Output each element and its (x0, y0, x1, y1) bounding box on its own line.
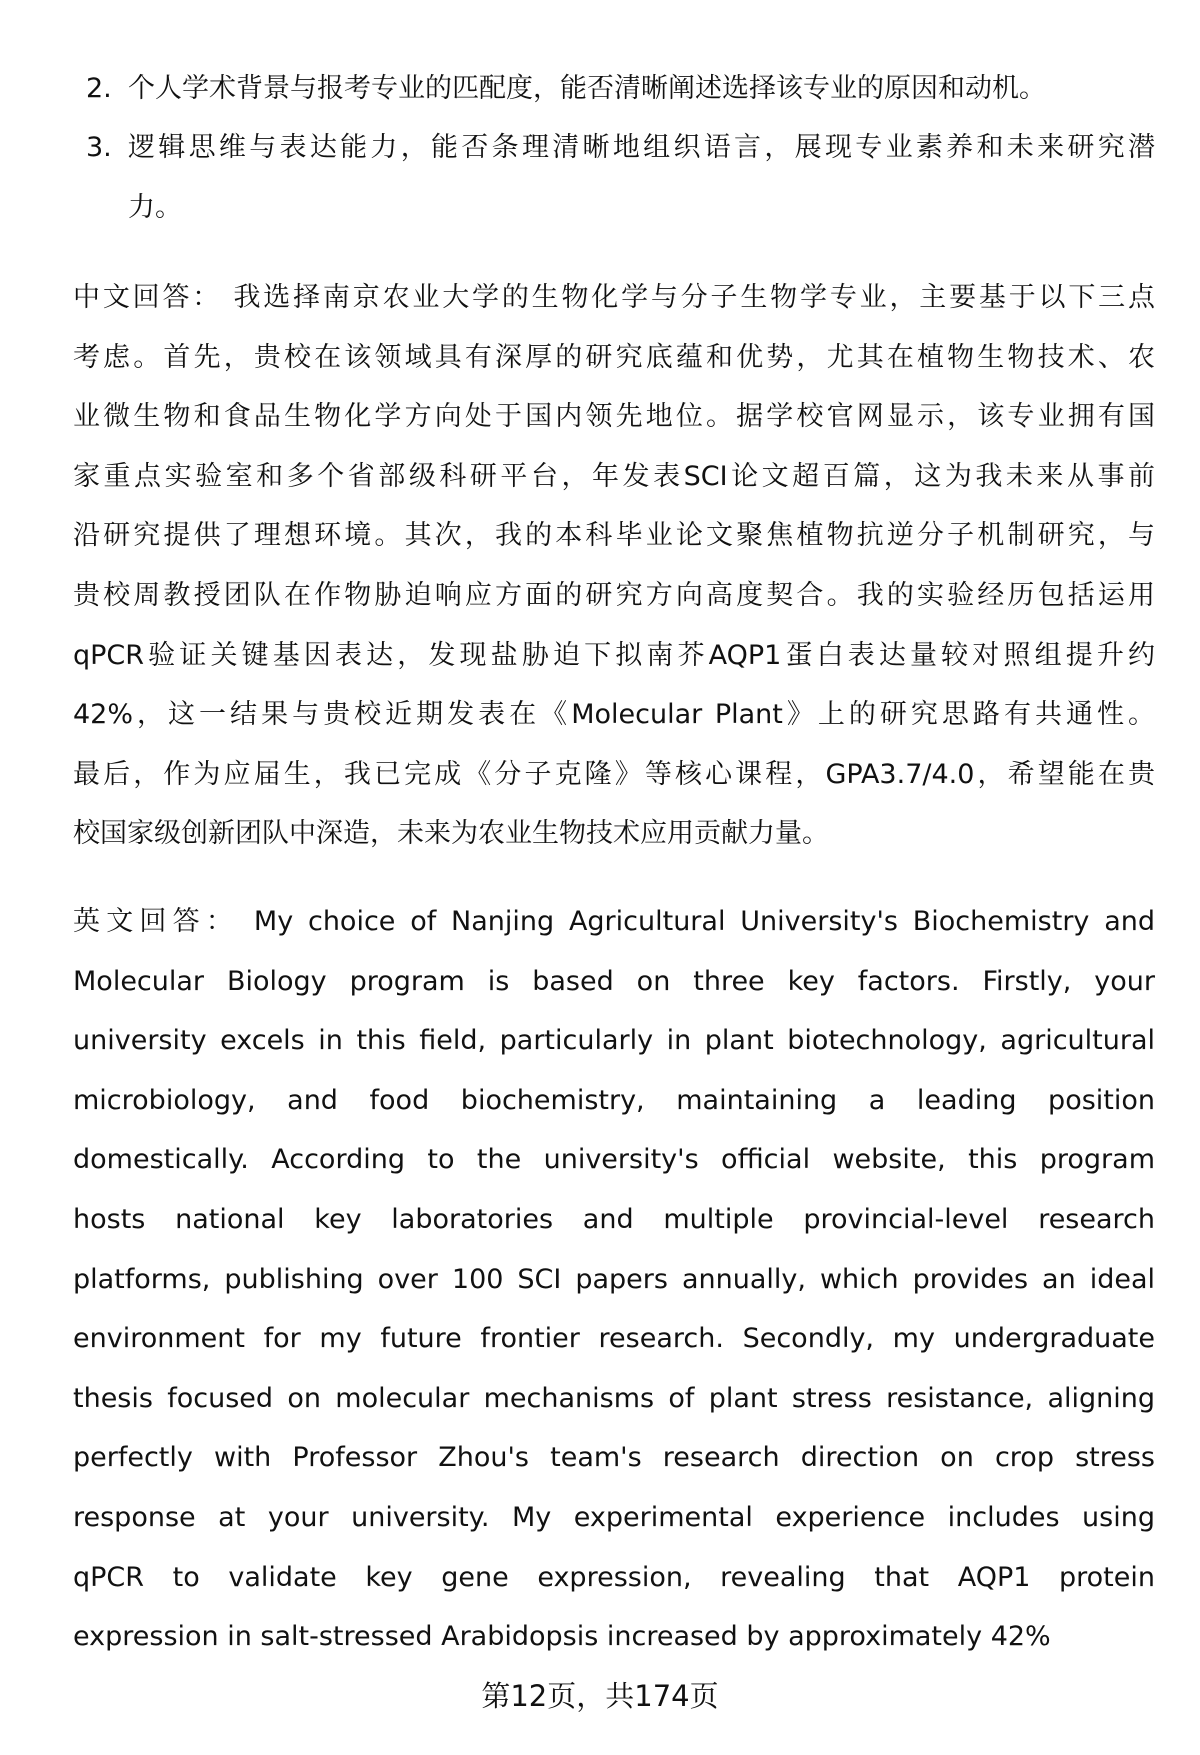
list-number: 3. (86, 132, 112, 163)
paragraph-line: microbiology, and food biochemistry, maintaining a leading position (73, 1084, 1155, 1116)
paragraph-line: expression in salt-stressed Arabidopsis increased by approximately 42% (73, 1621, 1051, 1653)
paragraph-line: 家重点实验室和多个省部级科研平台，年发表SCI论文超百篇，这为我未来从事前 (73, 460, 1155, 492)
paragraph-line: environment for my future frontier research. Secondly, my undergraduate (73, 1323, 1155, 1355)
paragraph-line: 校国家级创新团队中深造，未来为农业生物技术应用贡献力量。 (73, 818, 829, 850)
paragraph-line: response at your university. My experimental experience includes using (73, 1502, 1155, 1533)
list-item-text: 个人学术背景与报考专业的匹配度，能否清晰阐述选择该专业的原因和动机。 (128, 73, 1046, 104)
paragraph-line: qPCR to validate key gene expression, revealing that AQP1 protein (73, 1561, 1155, 1593)
list-item-text: 逻辑思维与表达能力，能否条理清晰地组织语言，展现专业素养和未来研究潜 (128, 132, 1155, 163)
paragraph-line: hosts national key laboratories and multiple provincial-level research (73, 1204, 1155, 1235)
paragraph-line: 沿研究提供了理想环境。其次，我的本科毕业论文聚焦植物抗逆分子机制研究，与 (73, 520, 1155, 552)
paragraph-line: 贵校周教授团队在作物胁迫响应方面的研究方向高度契合。我的实验经历包括运用 (73, 580, 1155, 611)
page-number: 第12页，共174页 (481, 1679, 719, 1713)
paragraph-line: Molecular Biology program is based on three key factors. Firstly, your (73, 965, 1155, 997)
paragraph-line: 最后，作为应届生，我已完成《分子克隆》等核心课程，GPA3.7/4.0，希望能在贵 (73, 758, 1155, 790)
paragraph-line: platforms, publishing over 100 SCI papers annually, which provides an ideal (73, 1263, 1155, 1295)
paragraph-line: qPCR验证关键基因表达，发现盐胁迫下拟南芥AQP1蛋白表达量较对照组提升约 (73, 639, 1155, 671)
paragraph-line: 英文回答： My choice of Nanjing Agricultural University's Biochemistry and (73, 906, 1155, 937)
paragraph-line: perfectly with Professor Zhou's team's research direction on crop stress (73, 1442, 1155, 1474)
paragraph-line: university excels in this field, particularly in plant biotechnology, agricultural (73, 1025, 1155, 1057)
list-item-text: 力。 (128, 192, 182, 223)
paragraph-line: 考虑。首先，贵校在该领域具有深厚的研究底蕴和优势，尤其在植物生物技术、农 (73, 341, 1155, 373)
paragraph-line: 中文回答： 我选择南京农业大学的生物化学与分子生物学专业，主要基于以下三点 (73, 282, 1155, 313)
paragraph-line: domestically. According to the university's official website, this program (73, 1144, 1155, 1176)
paragraph-line: 业微生物和食品生物化学方向处于国内领先地位。据学校官网显示，该专业拥有国 (73, 401, 1155, 433)
paragraph-line: thesis focused on molecular mechanisms of plant stress resistance, aligning (73, 1382, 1155, 1414)
list-number: 2. (86, 73, 112, 104)
paragraph-line: 42%，这一结果与贵校近期发表在《Molecular Plant》上的研究思路有共通性。 (73, 699, 1155, 731)
